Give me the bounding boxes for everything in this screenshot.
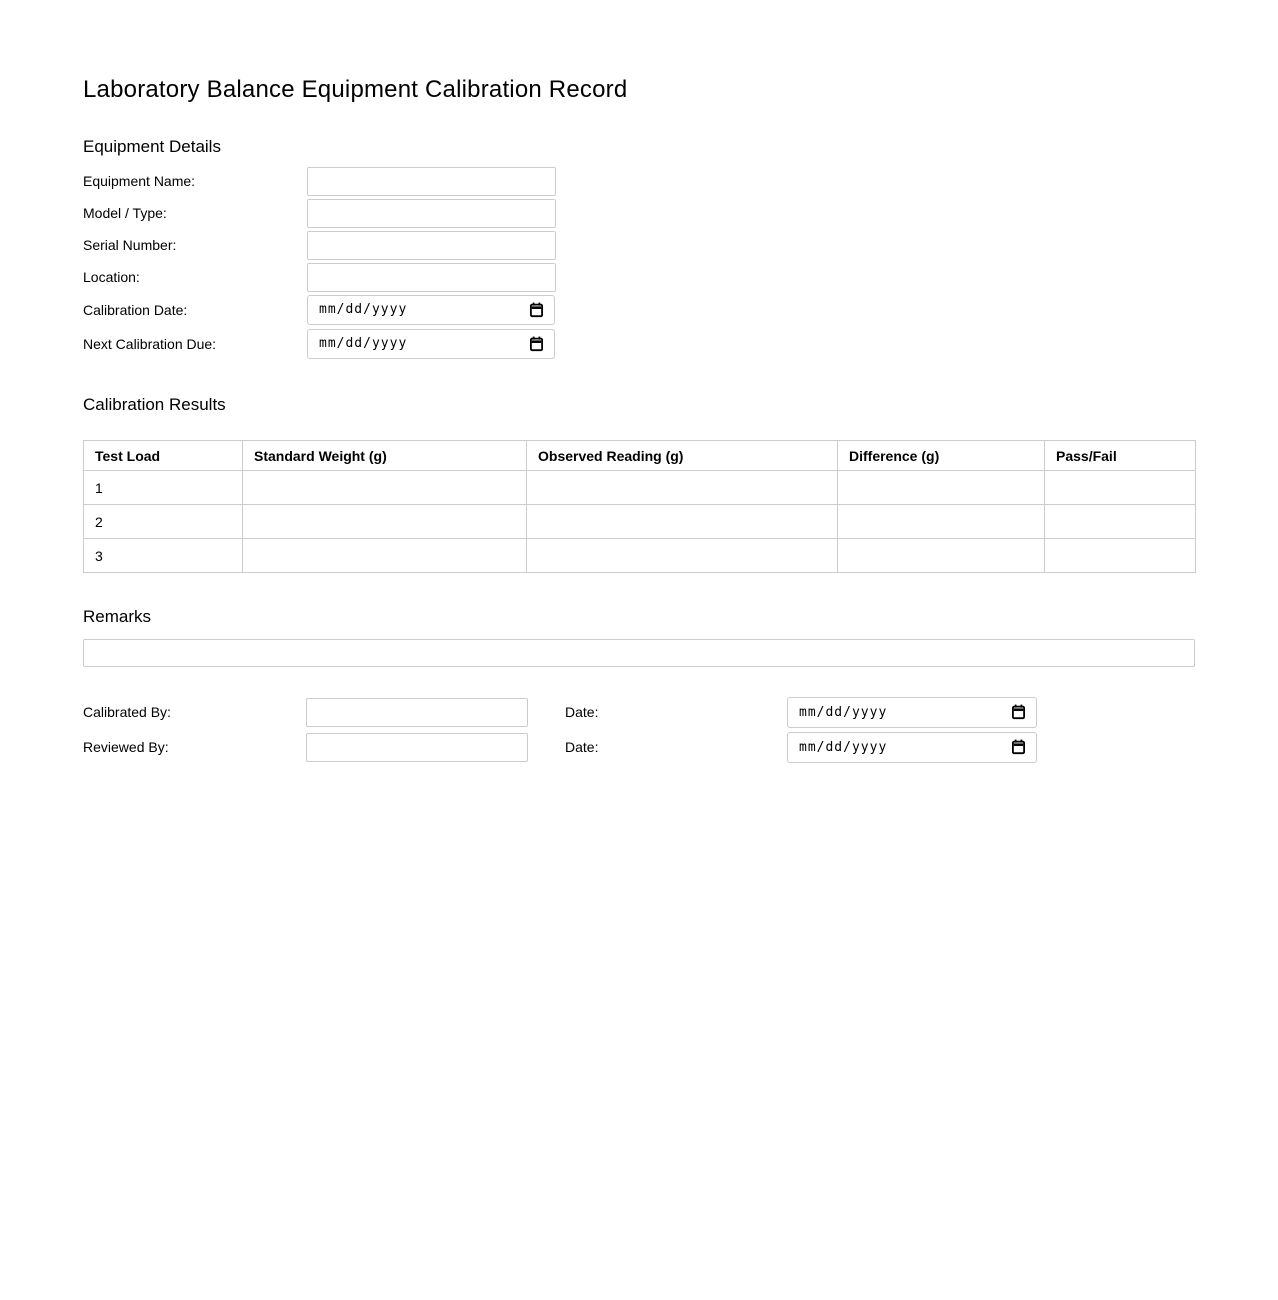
- cell-observed-reading: [527, 539, 838, 573]
- cell-standard-weight: [243, 471, 527, 505]
- table-row: [84, 471, 1196, 505]
- calibrated-by-label: Calibrated By:: [83, 704, 171, 721]
- location-input[interactable]: [307, 263, 556, 292]
- column-header-pass-fail: Pass/Fail: [1045, 441, 1196, 471]
- calendar-icon[interactable]: [1011, 704, 1026, 720]
- next-calibration-due-input[interactable]: [307, 329, 555, 359]
- calibration-results-section: [83, 395, 1195, 573]
- date-placeholder-text: mm/dd/yyyy: [799, 739, 888, 755]
- serial-number-row: [83, 231, 1195, 260]
- cell-standard-weight: [243, 539, 527, 573]
- equipment-details-heading: Equipment Details: [83, 136, 221, 156]
- remarks-heading: Remarks: [83, 607, 152, 627]
- column-header-difference: Difference (g): [838, 441, 1045, 471]
- calibration-date-row: [83, 295, 1195, 325]
- reviewed-date-label: Date:: [565, 739, 599, 756]
- reviewed-by-row: [83, 732, 1195, 763]
- column-header-observed-reading: Observed Reading (g): [527, 441, 838, 471]
- location-label: Location:: [83, 269, 140, 286]
- model-type-label: Model / Type:: [83, 205, 167, 222]
- equipment-name-row: [83, 167, 1195, 196]
- equipment-details-section: [83, 137, 1195, 359]
- date-placeholder-text: mm/dd/yyyy: [319, 336, 408, 352]
- date-placeholder-text: mm/dd/yyyy: [319, 302, 408, 318]
- serial-number-label: Serial Number:: [83, 237, 177, 254]
- calendar-icon[interactable]: [1011, 739, 1026, 755]
- column-header-standard-weight: Standard Weight (g): [243, 441, 527, 471]
- remarks-section: [83, 607, 1195, 666]
- calibration-date-input[interactable]: [307, 295, 555, 325]
- table-header-row: [84, 441, 1196, 471]
- table-row: [84, 505, 1196, 539]
- cell-standard-weight: [243, 505, 527, 539]
- cell-pass-fail: [1045, 471, 1196, 505]
- cell-difference: [838, 505, 1045, 539]
- cell-difference: [838, 471, 1045, 505]
- model-type-row: [83, 199, 1195, 228]
- column-header-test-load: Test Load: [84, 441, 243, 471]
- page-title: Laboratory Balance Equipment Calibration Record: [83, 76, 628, 103]
- calibration-date-label: Calibration Date:: [83, 301, 188, 318]
- calendar-icon[interactable]: [529, 336, 544, 352]
- calibrated-date-input[interactable]: [787, 697, 1037, 728]
- cell-observed-reading: [527, 505, 838, 539]
- reviewed-by-label: Reviewed By:: [83, 739, 169, 756]
- calibration-results-heading: Calibration Results: [83, 394, 226, 414]
- equipment-name-input[interactable]: [307, 167, 556, 196]
- cell-pass-fail: [1045, 539, 1196, 573]
- table-row: [84, 539, 1196, 573]
- calibrated-date-label: Date:: [565, 704, 599, 721]
- date-placeholder-text: mm/dd/yyyy: [799, 704, 888, 720]
- serial-number-input[interactable]: [307, 231, 556, 260]
- cell-test-load: 3: [84, 539, 243, 573]
- calibration-results-table: [83, 440, 1196, 573]
- signatures-section: [83, 697, 1195, 827]
- calibrated-by-input[interactable]: [306, 698, 528, 727]
- cell-test-load: 1: [84, 471, 243, 505]
- equipment-name-label: Equipment Name:: [83, 173, 196, 190]
- model-type-input[interactable]: [307, 199, 556, 228]
- cell-observed-reading: [527, 471, 838, 505]
- remarks-input[interactable]: [83, 639, 1195, 667]
- reviewed-by-input[interactable]: [306, 733, 528, 762]
- reviewed-date-input[interactable]: [787, 732, 1037, 763]
- next-calibration-due-row: [83, 329, 1195, 359]
- calibrated-by-row: [83, 697, 1195, 728]
- cell-test-load: 2: [84, 505, 243, 539]
- location-row: [83, 263, 1195, 292]
- cell-difference: [838, 539, 1045, 573]
- calendar-icon[interactable]: [529, 302, 544, 318]
- cell-pass-fail: [1045, 505, 1196, 539]
- next-calibration-due-label: Next Calibration Due:: [83, 335, 217, 352]
